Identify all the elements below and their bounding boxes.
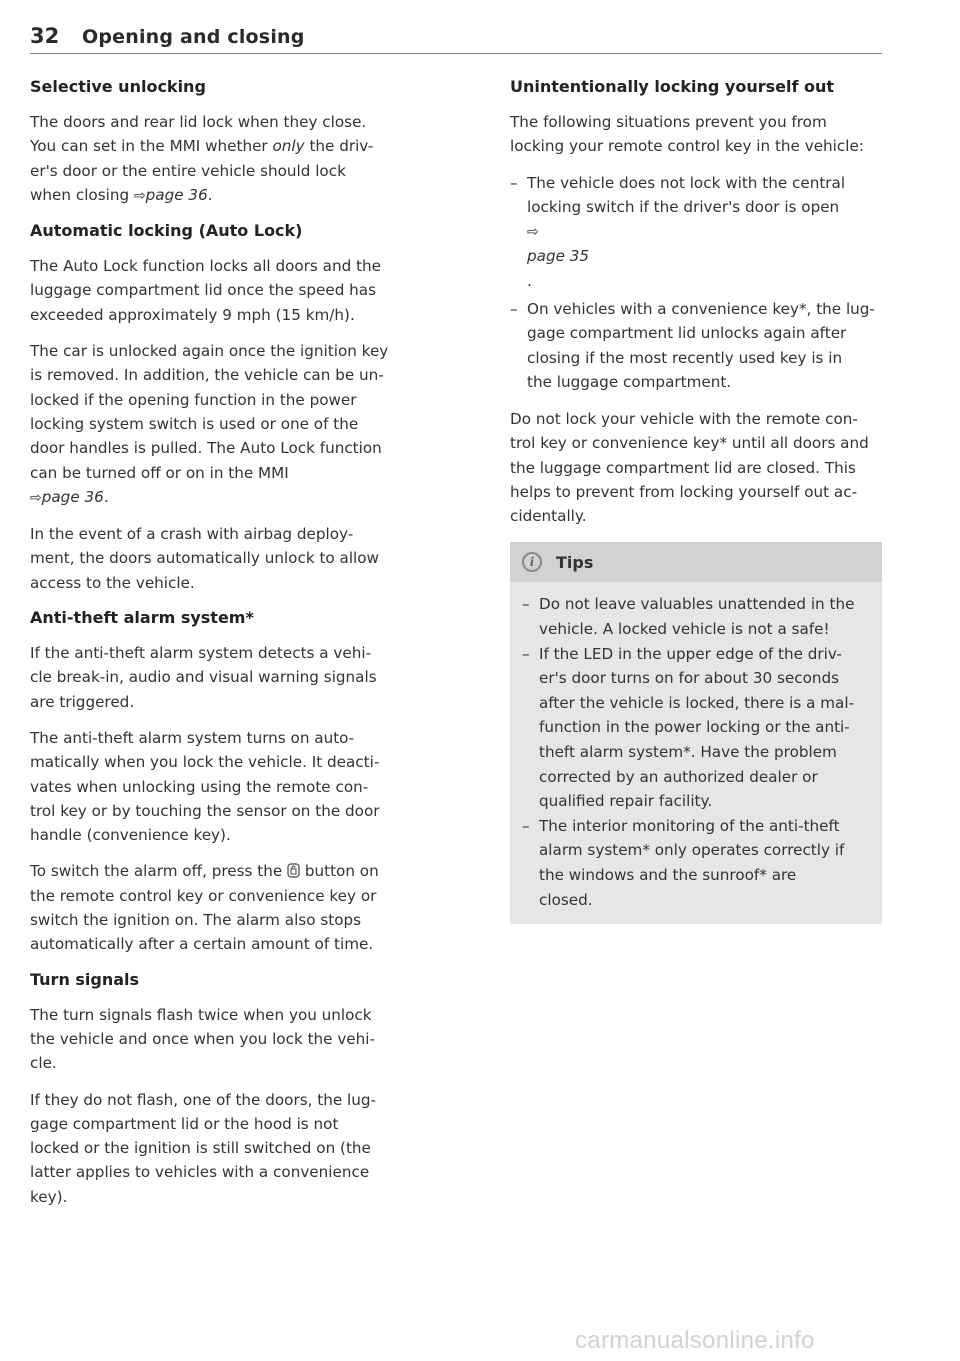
- heading-selective-unlocking: Selective unlocking: [30, 77, 206, 96]
- selective-unlocking-text: The doors and rear lid lock when they close. You can set in the MMI whether only the driv- er's door or the entire vehicle should lock when closing ⇨page 36.: [30, 113, 374, 204]
- page-ref-arrow-icon: ⇨: [133, 187, 146, 204]
- locking-out-para: Do not lock your vehicle with the remote con- trol key or convenience key* until all doors and the luggage compartment lid are closed. This helps to prevent from locking yourself out ac- cidentally.: [510, 409, 869, 526]
- auto-lock-para-2: The car is unlocked again once the ignition key is removed. In addition, the vehicle can be un- locked if the opening function in the power locking system switch is used or one of the door handles is pulled. The Auto Lock function can be turned off or on in the MMI ⇨page 36.: [30, 342, 389, 506]
- page-ref-link[interactable]: page 36: [41, 487, 104, 506]
- auto-lock-para-1: The Auto Lock function locks all doors and the luggage compartment lid once the speed has exceeded approximately 9 mph (15 km/h).: [30, 257, 381, 324]
- tip-item: – If the LED in the upper edge of the driv- er's door turns on for about 30 seconds after the vehicle is locked, there is a mal- function in the power locking or the anti- theft alarm system*. Have the problem corrected by an authorized dealer or qualified repair facility.: [522, 642, 870, 814]
- tips-box: [510, 542, 882, 924]
- page-ref-arrow-icon: ⇨: [30, 489, 42, 506]
- heading-turn-signals: Turn signals: [30, 969, 140, 989]
- tip-item: – Do not leave valuables unattended in the vehicle. A locked vehicle is not a safe!: [522, 592, 870, 641]
- auto-lock-para-3: In the event of a crash with airbag deploy- ment, the doors automatically unlock to allow access to the vehicle.: [30, 525, 379, 592]
- info-icon: i: [522, 552, 542, 572]
- tip-item: – The interior monitoring of the anti-theft alarm system* only operates correctly if the windows and the sunroof* are closed.: [522, 814, 870, 912]
- unlock-button-icon: [287, 863, 300, 878]
- locking-out-intro: The following situations prevent you from locking your remote control key in the vehicle:: [510, 113, 864, 156]
- page-ref-link[interactable]: page 35: [527, 247, 590, 266]
- anti-theft-para-2: The anti-theft alarm system turns on auto- matically when you lock the vehicle. It deacti- vates when unlocking using the remote con- trol key or by touching the sensor on the door handle (convenience key).: [30, 728, 380, 845]
- anti-theft-para-1: If the anti-theft alarm system detects a vehi- cle break-in, audio and visual warning signals are triggered.: [30, 644, 377, 711]
- anti-theft-para-3: To switch the alarm off, press the button on the remote control key or convenience key or switch the ignition on. The alarm also stops automatically after a certain amount of time.: [30, 862, 379, 954]
- tips-header: [510, 542, 882, 582]
- section-title: Opening and closing: [82, 26, 305, 48]
- left-column: [30, 76, 470, 1221]
- page-ref-link[interactable]: page 36: [145, 185, 208, 204]
- header-rule: [30, 53, 882, 54]
- list-item: – The vehicle does not lock with the central locking switch if the driver's door is open ⇨ page 35 .: [510, 171, 882, 294]
- tips-list: [510, 582, 882, 924]
- watermark: carmanualsonline.info: [575, 1327, 815, 1354]
- turn-signals-para-2: If they do not flash, one of the doors, the lug- gage compartment lid or the hood is not locked or the ignition is still switched on (the latter applies to vehicles with a convenience key).: [30, 1090, 376, 1206]
- turn-signals-para-1: The turn signals flash twice when you unlock the vehicle and once when you lock the vehi- cle.: [30, 1005, 375, 1073]
- heading-locking-yourself-out: Unintentionally locking yourself out: [510, 77, 835, 96]
- page-ref-arrow-icon: ⇨: [527, 223, 539, 240]
- tips-title: Tips: [556, 552, 594, 572]
- right-column: [510, 76, 882, 924]
- list-item: – On vehicles with a convenience key*, the lug- gage compartment lid unlocks again after closing if the most recently used key is in the luggage compartment.: [510, 297, 882, 395]
- heading-anti-theft: Anti-theft alarm system*: [30, 608, 254, 628]
- heading-auto-lock: Automatic locking (Auto Lock): [30, 221, 303, 241]
- page-number: 32: [30, 24, 60, 48]
- locking-out-list: [510, 171, 882, 395]
